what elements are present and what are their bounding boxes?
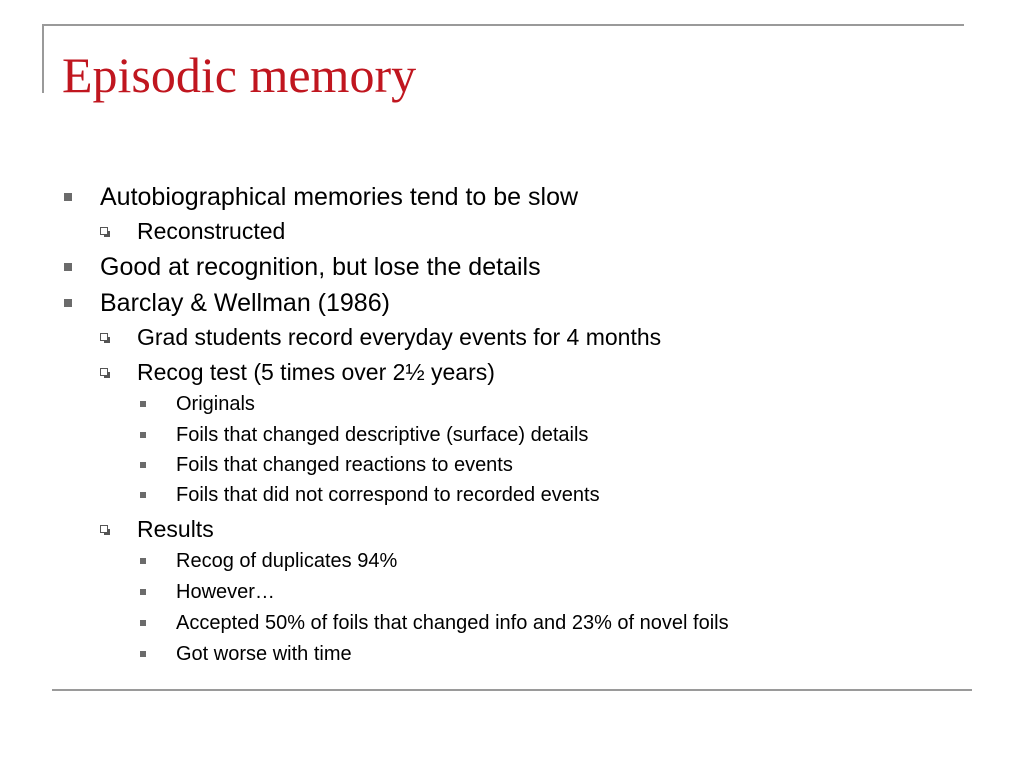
bullet-item-level-1 [100, 249, 541, 285]
square-bullet-icon [140, 462, 146, 468]
bullet-item-level-1 [100, 179, 578, 215]
square-bullet-icon [140, 558, 146, 564]
bullet-item-level-3 [176, 480, 600, 510]
bullet-text: Grad students record everyday events for 4 months [137, 323, 662, 350]
square-bullet-icon [140, 492, 146, 498]
bullet-text: Accepted 50% of foils that changed info and 23% of novel foils [176, 611, 729, 634]
bullet-item-level-2 [137, 214, 285, 248]
square-bullet-icon [64, 193, 72, 201]
bullet-text: Recog test (5 times over 2½ years) [137, 358, 495, 385]
bullet-item-level-1 [100, 285, 390, 321]
bullet-text: Got worse with time [176, 642, 352, 665]
hollow-square-bullet-icon [100, 525, 108, 533]
square-bullet-icon [140, 589, 146, 595]
bullet-text: Autobiographical memories tend to be slow [100, 182, 579, 211]
square-bullet-icon [64, 299, 72, 307]
bullet-text: Results [137, 515, 214, 542]
square-bullet-icon [64, 263, 72, 271]
bullet-text: Foils that changed descriptive (surface) details [176, 423, 589, 446]
bullet-text: Reconstructed [137, 217, 286, 244]
bullet-item-level-2 [137, 320, 661, 354]
hollow-square-bullet-icon [100, 333, 108, 341]
bullet-text: Foils that changed reactions to events [176, 453, 513, 476]
bullet-item-level-3 [176, 639, 352, 669]
hollow-square-bullet-icon [100, 368, 108, 376]
bullet-text: Foils that did not correspond to recorded events [176, 483, 600, 506]
square-bullet-icon [140, 620, 146, 626]
square-bullet-icon [140, 432, 146, 438]
square-bullet-icon [140, 401, 146, 407]
bullet-item-level-3 [176, 608, 729, 638]
bullet-item-level-2 [137, 355, 495, 389]
bullet-item-level-3 [176, 546, 397, 576]
bullet-item-level-3 [176, 420, 588, 450]
bullet-item-level-2 [137, 512, 214, 546]
bullet-text: Recog of duplicates 94% [176, 549, 398, 572]
square-bullet-icon [140, 651, 146, 657]
bullet-item-level-3 [176, 450, 513, 480]
hollow-square-bullet-icon [100, 227, 108, 235]
bullet-item-level-3 [176, 389, 255, 419]
bullet-text: However… [176, 580, 275, 603]
bullet-text: Good at recognition, but lose the details [100, 252, 541, 281]
slide-title: Episodic memory [62, 47, 417, 103]
bullet-text: Originals [176, 392, 255, 415]
bullet-item-level-3 [176, 577, 275, 607]
bullet-text: Barclay & Wellman (1986) [100, 288, 390, 317]
